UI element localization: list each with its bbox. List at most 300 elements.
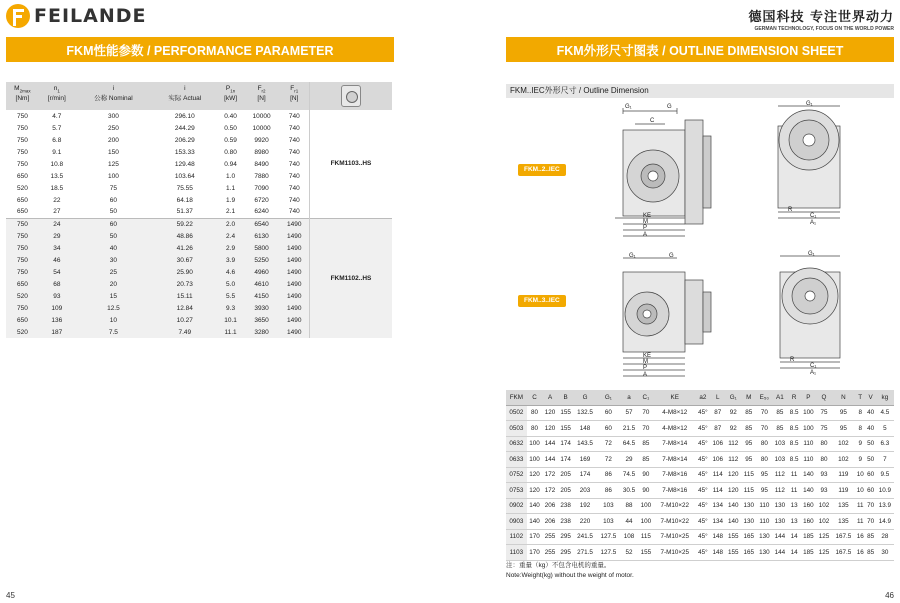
table-cell: 155 — [558, 405, 574, 421]
table-cell: 650 — [6, 314, 39, 326]
table-cell: 114 — [710, 483, 726, 499]
table-cell: 1490 — [280, 290, 310, 302]
table-cell: 153.33 — [152, 146, 218, 158]
table-cell: 75 — [816, 421, 832, 437]
table-cell: 172 — [542, 483, 558, 499]
table-cell: 200 — [75, 134, 152, 146]
table-cell: 271.5 — [573, 545, 596, 561]
perf-model-header — [309, 82, 392, 110]
dim-col-header: KE — [654, 390, 696, 405]
table-cell: 8 — [855, 405, 865, 421]
table-cell: 750 — [6, 146, 39, 158]
table-cell: 54 — [39, 266, 75, 278]
dim-col-header: A — [542, 390, 558, 405]
table-cell: 120 — [542, 421, 558, 437]
table-cell: 1.1 — [218, 182, 244, 194]
table-cell: 106 — [710, 436, 726, 452]
dim-col-header: a2 — [696, 390, 710, 405]
table-cell: 11 — [788, 467, 801, 483]
table-cell: 5250 — [244, 254, 280, 266]
dim-m: M — [643, 219, 648, 225]
dim-col-header: C — [527, 390, 543, 405]
dim-g1-front: G₁ — [806, 101, 813, 107]
table-cell: 75.55 — [152, 182, 218, 194]
table-cell: 7090 — [244, 182, 280, 194]
table-cell: 740 — [280, 110, 310, 122]
table-cell: 740 — [280, 122, 310, 134]
page-number-right: 46 — [885, 591, 894, 600]
table-cell: 6540 — [244, 218, 280, 230]
performance-table-header — [6, 82, 392, 110]
dim-col-header: R — [788, 390, 801, 405]
table-cell: 134 — [710, 514, 726, 530]
table-cell: 45° — [696, 467, 710, 483]
table-cell: 120 — [542, 405, 558, 421]
table-cell: 8.5 — [788, 405, 801, 421]
table-cell: 70 — [757, 405, 773, 421]
dimension-table — [506, 390, 894, 561]
table-cell: 206 — [542, 498, 558, 514]
table-cell: 64.18 — [152, 194, 218, 206]
dim-col-header: A1 — [772, 390, 788, 405]
brand-logo — [6, 4, 147, 28]
table-cell: 4-M8×12 — [654, 405, 696, 421]
table-cell: 750 — [6, 134, 39, 146]
table-cell: 85 — [865, 545, 875, 561]
perf-col-header — [75, 82, 152, 110]
table-cell: 740 — [280, 146, 310, 158]
table-cell: 140 — [801, 483, 817, 499]
dim-col-header: G₁ — [725, 390, 741, 405]
dim-col-header: P — [801, 390, 817, 405]
table-cell: 1102 — [506, 529, 527, 545]
table-cell: 174 — [558, 436, 574, 452]
table-cell: 30.5 — [620, 483, 638, 499]
dim-a1-b: A₁ — [810, 370, 817, 376]
table-cell: 27 — [39, 206, 75, 218]
table-cell: 60 — [75, 194, 152, 206]
table-cell: 11 — [788, 483, 801, 499]
table-cell: 10.1 — [218, 314, 244, 326]
dim-ke: KE — [643, 213, 652, 219]
table-cell: 10000 — [244, 122, 280, 134]
table-cell: 125 — [816, 545, 832, 561]
table-cell: 10.27 — [152, 314, 218, 326]
table-cell: 52 — [620, 545, 638, 561]
table-cell: 750 — [6, 218, 39, 230]
perf-col-header — [218, 82, 244, 110]
table-cell: 41.26 — [152, 242, 218, 254]
table-cell: 13 — [788, 498, 801, 514]
table-cell: 750 — [6, 242, 39, 254]
table-cell: 100 — [638, 514, 654, 530]
table-cell: 8.5 — [788, 436, 801, 452]
table-cell: 9 — [855, 436, 865, 452]
table-cell: 120 — [725, 467, 741, 483]
table-cell: 2.1 — [218, 206, 244, 218]
table-cell: 0753 — [506, 483, 527, 499]
dim-g-b: G — [669, 253, 674, 259]
table-cell: 12.5 — [75, 302, 152, 314]
table-cell: 48.86 — [152, 230, 218, 242]
table-cell: 110 — [757, 514, 773, 530]
model-label: FKM1102..HS — [309, 218, 392, 338]
table-cell: 11 — [855, 514, 865, 530]
table-cell: 45° — [696, 483, 710, 499]
perf-col-symbol: n — [53, 85, 58, 92]
table-cell: 50 — [865, 436, 875, 452]
table-row — [506, 529, 894, 545]
dim-col-header: N — [832, 390, 855, 405]
table-cell: 8490 — [244, 158, 280, 170]
table-cell: 8 — [855, 421, 865, 437]
table-cell: 160 — [801, 498, 817, 514]
table-cell: 103 — [772, 452, 788, 468]
table-cell: 295 — [558, 529, 574, 545]
weight-note — [506, 561, 634, 581]
table-cell: 127.5 — [597, 529, 620, 545]
table-cell: 86 — [597, 483, 620, 499]
perf-col-header — [152, 82, 218, 110]
table-cell: 160 — [801, 514, 817, 530]
table-cell: 6130 — [244, 230, 280, 242]
table-cell: 650 — [6, 206, 39, 218]
table-cell: 11 — [855, 498, 865, 514]
table-cell: 80 — [816, 452, 832, 468]
brand-name: FEILANDE — [34, 5, 147, 27]
table-cell: 6.8 — [39, 134, 75, 146]
table-cell: 85 — [772, 405, 788, 421]
dimension-table-body — [506, 405, 894, 560]
table-cell: 100 — [527, 436, 543, 452]
table-cell: 70 — [865, 498, 875, 514]
table-cell: 93 — [816, 467, 832, 483]
table-cell: 150 — [75, 146, 152, 158]
table-cell: 45° — [696, 436, 710, 452]
table-cell: 100 — [75, 170, 152, 182]
table-cell: 5800 — [244, 242, 280, 254]
table-cell: 650 — [6, 194, 39, 206]
table-row — [506, 421, 894, 437]
table-cell: 203 — [573, 483, 596, 499]
drawing-label-fkm2: FKM..2..IEC — [518, 164, 566, 176]
table-cell: 165 — [741, 529, 757, 545]
table-cell: 740 — [280, 194, 310, 206]
table-cell: 40 — [75, 242, 152, 254]
brand-slogan-en: GERMAN TECHNOLOGY, FOCUS ON THE WORLD POWER — [754, 26, 894, 32]
dim-col-header: T — [855, 390, 865, 405]
table-cell: 4150 — [244, 290, 280, 302]
table-cell: 80 — [757, 452, 773, 468]
dim-col-header: kg — [876, 390, 894, 405]
table-cell: 750 — [6, 110, 39, 122]
table-cell: 5.5 — [218, 290, 244, 302]
table-cell: 148 — [710, 545, 726, 561]
table-cell: 140 — [725, 498, 741, 514]
table-cell: 45° — [696, 452, 710, 468]
table-cell: 72 — [597, 436, 620, 452]
table-cell: 192 — [573, 498, 596, 514]
table-cell: 45° — [696, 405, 710, 421]
table-cell: 1490 — [280, 326, 310, 338]
dim-c1-b: C₁ — [810, 363, 817, 369]
table-cell: 10 — [855, 483, 865, 499]
table-cell: 119 — [832, 483, 855, 499]
table-cell: 130 — [741, 498, 757, 514]
table-cell: 85 — [638, 452, 654, 468]
dim-a-b: A — [643, 372, 648, 378]
perf-col-unit: [kW] — [224, 95, 238, 103]
perf-col-symbol: F — [290, 85, 295, 92]
table-row — [506, 483, 894, 499]
table-cell: 95 — [832, 421, 855, 437]
dim-col-header: V — [865, 390, 875, 405]
outline-title-bar: FKM外形尺寸图表 / OUTLINE DIMENSION SHEET — [506, 37, 894, 62]
table-cell: 25 — [75, 266, 152, 278]
table-cell: 70 — [865, 514, 875, 530]
table-cell: 4.7 — [39, 110, 75, 122]
table-cell: 7-M10×25 — [654, 545, 696, 561]
table-cell: 14 — [788, 529, 801, 545]
table-cell: 148 — [573, 421, 596, 437]
table-cell: 119 — [832, 467, 855, 483]
table-cell: 130 — [772, 498, 788, 514]
table-cell: 85 — [741, 405, 757, 421]
table-cell: 80 — [527, 405, 543, 421]
dim-ke-b: KE — [643, 353, 652, 359]
table-cell: 110 — [801, 436, 817, 452]
table-cell: 70 — [638, 405, 654, 421]
table-cell: 125 — [816, 529, 832, 545]
table-cell: 74.5 — [620, 467, 638, 483]
dimension-table-header — [506, 390, 894, 405]
table-cell: 165 — [741, 545, 757, 561]
table-cell: 172 — [542, 467, 558, 483]
performance-table-body — [6, 110, 392, 338]
table-cell: 7.5 — [75, 326, 152, 338]
table-cell: 3930 — [244, 302, 280, 314]
table-row — [506, 452, 894, 468]
table-cell: 650 — [6, 278, 39, 290]
table-cell: 136 — [39, 314, 75, 326]
dim-c: C — [650, 118, 655, 124]
table-cell: 130 — [741, 514, 757, 530]
table-cell: 115 — [741, 483, 757, 499]
table-cell: 50 — [75, 230, 152, 242]
table-cell: 70 — [757, 421, 773, 437]
table-cell: 205 — [558, 467, 574, 483]
table-cell: 4960 — [244, 266, 280, 278]
table-cell: 85 — [638, 436, 654, 452]
table-cell: 8980 — [244, 146, 280, 158]
table-cell: 70 — [638, 421, 654, 437]
table-cell: 103 — [597, 498, 620, 514]
dim-col-header: FKM — [506, 390, 527, 405]
table-cell: 120 — [527, 483, 543, 499]
brand-logo-icon — [6, 4, 30, 28]
table-cell: 130 — [757, 529, 773, 545]
table-cell: 143.5 — [573, 436, 596, 452]
dim-g1: G₁ — [625, 104, 632, 110]
table-cell: 5.7 — [39, 122, 75, 134]
table-cell: 9.3 — [218, 302, 244, 314]
table-cell: 16 — [855, 545, 865, 561]
dim-p-b: P — [643, 365, 648, 371]
table-cell: 0503 — [506, 421, 527, 437]
dim-col-header: E₅₀ — [757, 390, 773, 405]
table-cell: 60 — [865, 467, 875, 483]
table-cell: 100 — [638, 498, 654, 514]
table-row — [506, 498, 894, 514]
table-cell: 30.67 — [152, 254, 218, 266]
table-cell: 144 — [772, 545, 788, 561]
table-cell: 5.0 — [218, 278, 244, 290]
table-cell: 7-M10×22 — [654, 514, 696, 530]
table-cell: 7-M8×16 — [654, 467, 696, 483]
table-cell: 30 — [876, 545, 894, 561]
drawing-fkm3-front — [750, 250, 860, 380]
table-cell: 40 — [865, 405, 875, 421]
table-cell: 60 — [597, 421, 620, 437]
table-cell: 6.3 — [876, 436, 894, 452]
perf-col-header — [39, 82, 75, 110]
table-cell: 174 — [558, 452, 574, 468]
table-cell: 250 — [75, 122, 152, 134]
table-cell: 10000 — [244, 110, 280, 122]
table-cell: 11.1 — [218, 326, 244, 338]
table-cell: 100 — [801, 405, 817, 421]
table-cell: 102 — [832, 436, 855, 452]
dim-a: A — [643, 232, 648, 238]
table-cell: 93 — [39, 290, 75, 302]
table-cell: 2.9 — [218, 242, 244, 254]
table-cell: 148 — [710, 529, 726, 545]
table-cell: 15 — [75, 290, 152, 302]
table-cell: 750 — [6, 254, 39, 266]
table-cell: 7 — [876, 452, 894, 468]
brand-slogan — [748, 6, 894, 32]
table-cell: 2.4 — [218, 230, 244, 242]
page-number-left: 45 — [6, 591, 15, 600]
perf-col-symbol: M — [14, 85, 20, 92]
table-cell: 45° — [696, 529, 710, 545]
table-cell: 520 — [6, 290, 39, 302]
table-cell: 95 — [757, 467, 773, 483]
table-cell: 13.9 — [876, 498, 894, 514]
table-cell: 59.22 — [152, 218, 218, 230]
table-cell: 102 — [816, 498, 832, 514]
table-cell: 140 — [725, 514, 741, 530]
table-cell: 106 — [710, 452, 726, 468]
table-cell: 110 — [757, 498, 773, 514]
perf-col-header — [280, 82, 310, 110]
table-cell: 90 — [638, 467, 654, 483]
table-cell: 155 — [725, 529, 741, 545]
table-cell: 7-M8×14 — [654, 452, 696, 468]
table-row — [506, 405, 894, 421]
table-cell: 102 — [816, 514, 832, 530]
table-cell: 10.8 — [39, 158, 75, 170]
table-cell: 75 — [816, 405, 832, 421]
dim-col-header: C₁ — [638, 390, 654, 405]
table-cell: 12.84 — [152, 302, 218, 314]
table-cell: 135 — [832, 498, 855, 514]
table-cell: 100 — [801, 421, 817, 437]
table-cell: 16 — [855, 529, 865, 545]
table-cell: 155 — [558, 421, 574, 437]
table-cell: 112 — [772, 467, 788, 483]
dim-col-header: Q — [816, 390, 832, 405]
table-cell: 0632 — [506, 436, 527, 452]
table-cell: 80 — [757, 436, 773, 452]
table-cell: 95 — [832, 405, 855, 421]
table-cell: 185 — [801, 545, 817, 561]
table-cell: 1.9 — [218, 194, 244, 206]
table-cell: 68 — [39, 278, 75, 290]
perf-col-symbol: F — [257, 85, 262, 92]
table-cell: 86 — [597, 467, 620, 483]
table-cell: 10.9 — [876, 483, 894, 499]
perf-col-subscript: r2 — [261, 88, 266, 94]
table-cell: 20.73 — [152, 278, 218, 290]
table-cell: 7-M8×14 — [654, 436, 696, 452]
table-cell: 112 — [772, 483, 788, 499]
table-cell: 60 — [865, 483, 875, 499]
table-cell: 88 — [620, 498, 638, 514]
table-cell: 300 — [75, 110, 152, 122]
dim-a1: A₁ — [810, 220, 817, 225]
table-cell: 244.29 — [152, 122, 218, 134]
table-cell: 34 — [39, 242, 75, 254]
table-cell: 6720 — [244, 194, 280, 206]
table-cell: 29 — [39, 230, 75, 242]
table-cell: 740 — [280, 206, 310, 218]
table-cell: 1490 — [280, 218, 310, 230]
table-cell: 8.5 — [788, 421, 801, 437]
table-cell: 10 — [75, 314, 152, 326]
table-cell: 9.5 — [876, 467, 894, 483]
perf-col-subscript: 1 — [57, 88, 60, 94]
table-cell: 103 — [597, 514, 620, 530]
table-cell: 115 — [741, 467, 757, 483]
table-cell: 50 — [75, 206, 152, 218]
table-cell: 1103 — [506, 545, 527, 561]
perf-col-symbol: i — [112, 85, 115, 92]
table-cell: 170 — [527, 545, 543, 561]
table-cell: 108 — [620, 529, 638, 545]
table-cell: 60 — [597, 405, 620, 421]
table-cell: 10 — [855, 467, 865, 483]
table-cell: 238 — [558, 514, 574, 530]
dim-g: G — [667, 104, 672, 110]
drawing-fkm2-front — [750, 100, 860, 225]
table-cell: 7-M8×16 — [654, 483, 696, 499]
table-cell: 155 — [725, 545, 741, 561]
table-cell: 72 — [597, 452, 620, 468]
perf-col-unit: 实际 Actual — [168, 95, 202, 103]
table-cell: 750 — [6, 302, 39, 314]
table-cell: 129.48 — [152, 158, 218, 170]
table-cell: 0633 — [506, 452, 527, 468]
table-cell: 167.5 — [832, 545, 855, 561]
table-cell: 520 — [6, 182, 39, 194]
table-cell: 241.5 — [573, 529, 596, 545]
outline-subtitle: FKM..IEC外形尺寸 / Outline Dimension — [506, 84, 894, 98]
table-cell: 3650 — [244, 314, 280, 326]
table-cell: 238 — [558, 498, 574, 514]
perf-col-header — [6, 82, 39, 110]
table-cell: 1490 — [280, 230, 310, 242]
